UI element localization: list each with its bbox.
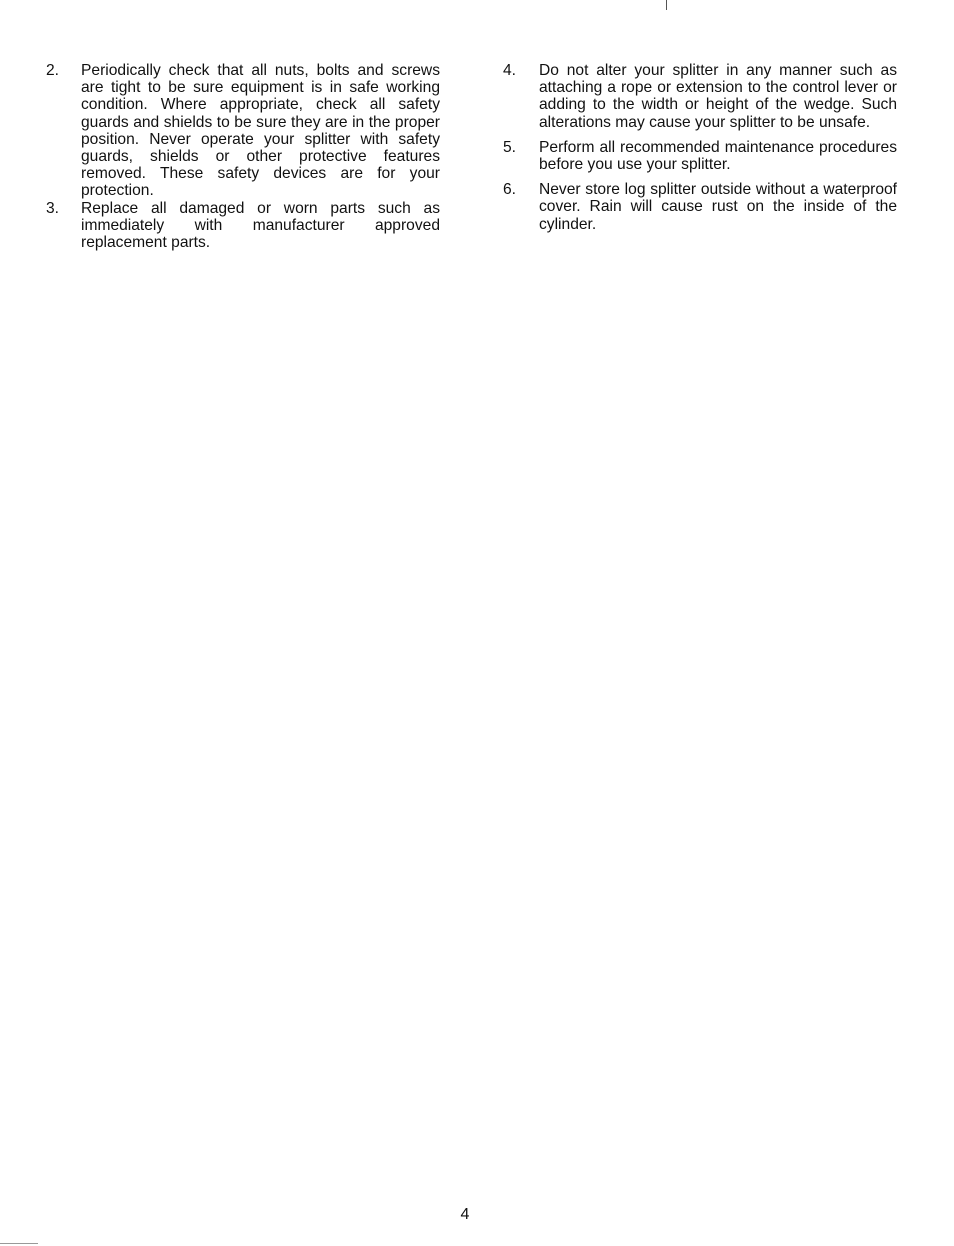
list-item: [499, 181, 897, 233]
list-item: [499, 62, 897, 131]
list-item: [40, 62, 440, 200]
right-column: [499, 62, 897, 241]
scan-mark: [666, 0, 667, 10]
item-number: 6.: [503, 181, 517, 199]
list-item: [499, 139, 897, 173]
page-number: 4: [460, 1206, 470, 1223]
item-text: Replace all damaged or worn parts such as immediately with manufacturer approved replacement parts.: [81, 199, 440, 252]
item-number: 2.: [46, 62, 60, 79]
item-number: 3.: [46, 199, 60, 217]
item-text: Periodically check that all nuts, bolts and screws are tight to be sure equipment is in safe working condition. Where appropriate, check all safety guards and shields to be sure they are in the proper position. Never operate your splitter with safety guards, shields or other protective features removed. These safety devices are for your protection.: [81, 62, 440, 200]
item-text: Do not alter your splitter in any manner such as attaching a rope or extension to the control lever or adding to the width or height of the wedge. Such alterations may cause your splitter to be unsafe.: [539, 62, 897, 131]
scan-edge-line: [0, 1243, 38, 1244]
left-column: [40, 62, 440, 251]
item-text: Never store log splitter outside without a waterproof cover. Rain will cause rust on the inside of the cylinder.: [539, 181, 897, 233]
item-text: Perform all recommended maintenance procedures before you use your splitter.: [539, 138, 897, 174]
item-number: 5.: [503, 138, 517, 156]
item-number: 4.: [503, 62, 517, 79]
list-item: [40, 200, 440, 252]
